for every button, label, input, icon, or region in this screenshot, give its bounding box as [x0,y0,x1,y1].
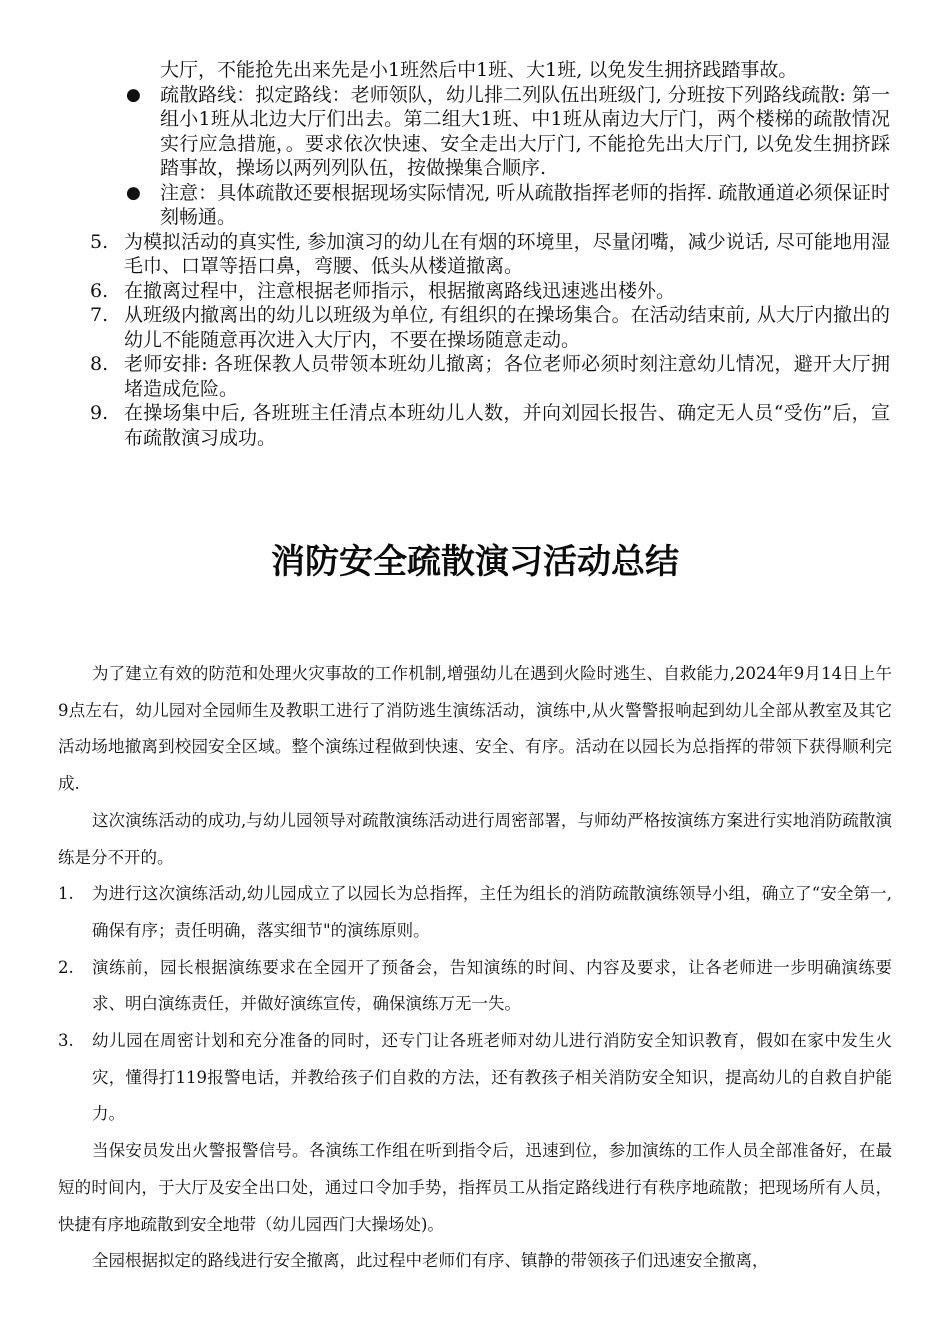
summary-closing-paragraph: 当保安员发出火警报警信号。各演练工作组在听到指令后，迅速到位，参加演练的工作人员全部准备好，在最短的时间内，于大厅及安全出口处，通过口令加手势，指挥员工从指定路线进行有秩序地疏散；把现场所有人员，快捷有序地疏散到安全地带（幼儿园西门大操场处)。 [58,1141,892,1234]
summary-title: 消防安全疏散演习活动总结 [271,542,679,582]
bullet-item-route [126,83,890,181]
bullet-text: 注意：具体疏散还要根据现场实际情况, 听从疏散指挥老师的指挥. 疏散通道必须保证时刻畅通。 [160,181,890,228]
bullet-dot-icon: ● [126,84,141,105]
step-text: 为模拟活动的真实性, 参加演习的幼儿在有烟的环境里，尽量闭嘴，减少说话, 尽可能地用湿毛巾、口罩等捂口鼻，弯腰、低头从楼道撤离。 [124,230,890,277]
item-number: 2. [58,957,74,977]
step-text: 从班级内撤离出的幼儿以班级为单位, 有组织的在操场集合。在活动结束前, 从大厅内撤出的幼儿不能随意再次进入大厅内，不要在操场随意走动。 [124,304,890,351]
item-number: 3. [58,1031,74,1051]
step-number: 7. [90,304,109,326]
summary-list-item-2 [58,950,892,1023]
plan-step-6 [90,279,890,304]
step-number: 5. [90,230,109,253]
plan-step-7 [90,303,890,352]
step-text: 老师安排: 各班保教人员带领本班幼儿撤离；各位老师必须时刻注意幼儿情况，避开大厅拥堵造成危险。 [124,353,890,400]
item-text: 演练前，园长根据演练要求在全园开了预备会，告知演练的时间、内容及要求，让各老师进一步明确演练要求、明白演练责任，并做好演练宣传，确保演练万无一失。 [92,957,892,1014]
plan-step-8 [90,352,890,401]
bullet-item-notice [126,181,890,230]
item-text: 为进行这次演练活动,幼儿园成立了以园长为总指挥，主任为组长的消防疏散演练领导小组，确立了“安全第一,确保有序；责任明确，落实细节"的演练原则。 [92,884,892,940]
step-number: 6. [90,279,109,302]
step-text: 在撤离过程中，注意根据老师指示，根据撤离路线迅速逃出楼外。 [124,279,676,302]
step-number: 9. [90,402,109,424]
plan-step-9 [90,401,890,450]
summary-intro-paragraph: 为了建立有效的防范和处理火灾事故的工作机制,增强幼儿在遇到火险时逃生、自救能力,2024年9月14日上午9点左右，幼儿园对全园师生及教职工进行了消防逃生演练活动，演练中,从火警警报响起到幼儿全部从教室及其它活动场地撤离到校园安全区域。整个演练过程做到快速、安全、有序。活动在以园长为总指挥的带领下获得顺利完成. [58,664,892,794]
summary-closing-paragraph: 全园根据拟定的路线进行安全撤离，此过程中老师们有序、镇静的带领孩子们迅速安全撤离， [92,1251,769,1271]
item-text: 幼儿园在周密计划和充分准备的同时，还专门让各班老师对幼儿进行消防安全知识教育，假如在家中发生火灾，懂得打119报警电话，并教给孩子们自救的方法，还有教孩子相关消防安全知识，提高幼儿的自救自护能力。 [92,1031,892,1124]
summary-body [58,656,892,1280]
step-number: 8. [90,353,109,375]
plan-continuation-text: 大厅，不能抢先出来先是小1班然后中1班、大1班, 以免发生拥挤践踏事故。 [160,59,798,81]
step-text: 在操场集中后, 各班班主任清点本班幼儿人数，并向刘园长报告、确定无人员“受伤”后，宣布疏散演习成功。 [124,402,890,449]
evacuation-plan-section [0,58,950,450]
bullet-text: 疏散路线：拟定路线：老师领队，幼儿排二列队伍出班级门, 分班按下列路线疏散: 第一组小1班从北边大厅们出去。第二组大1班、中1班从南边大厅门，两个楼梯的疏散情况实行应急措施，。要求依次快速、安全走出大厅门, 不能抢先出大厅门, 以免发生拥挤踩踏事故，操场以两列列队伍，按做操集合顺序. [160,83,890,179]
summary-intro-paragraph: 这次演练活动的成功,与幼儿园领导对疏散演练活动进行周密部署，与师幼严格按演练方案进行实地消防疏散演练是分不开的。 [58,810,892,867]
plan-step-5 [90,230,890,279]
summary-list-item-3 [58,1023,892,1133]
item-number: 1. [58,884,74,904]
bullet-dot-icon: ● [126,182,141,203]
summary-list-item-1 [58,876,892,949]
